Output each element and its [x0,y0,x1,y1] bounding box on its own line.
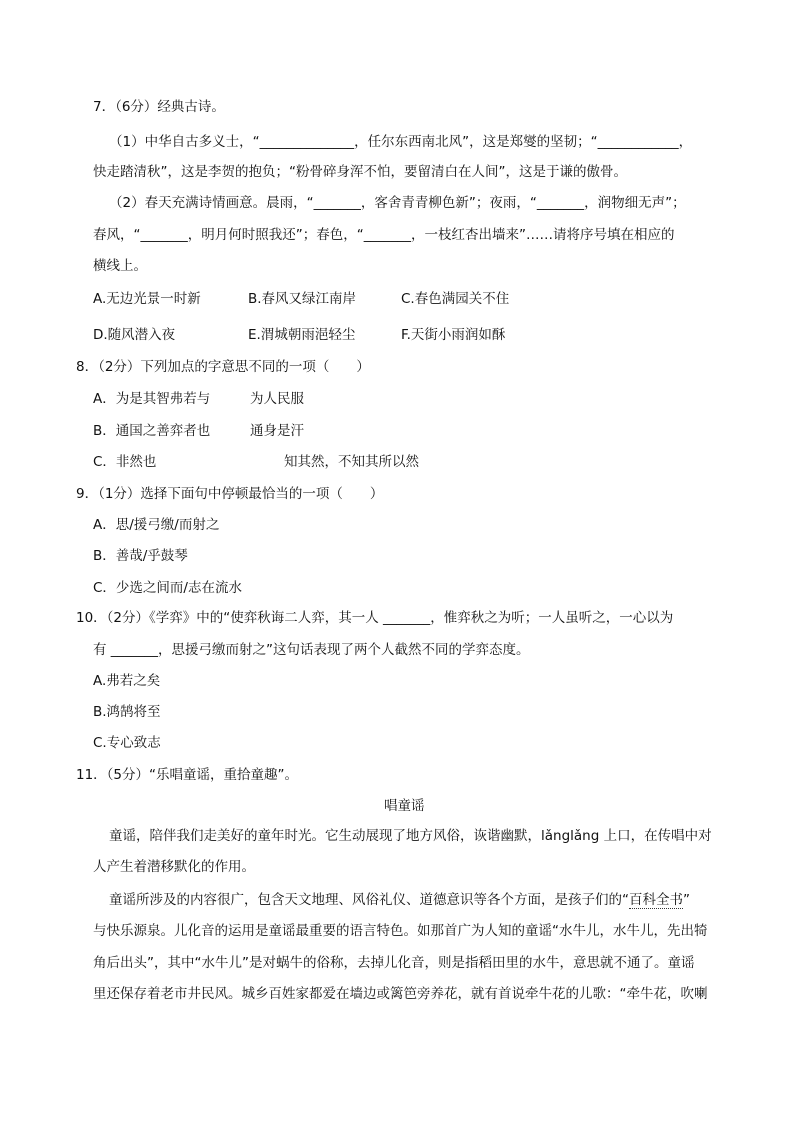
q7-part2-line3: 横线上。 [93,258,147,274]
q7-option-c: C.春色满园关不住 [401,291,510,307]
passage-title: 唱童谣 [384,798,425,814]
q8-header: 8．（2分）下列加点的字意思不同的一项（ ） [76,359,370,375]
q9-header: 9．（1分）选择下面句中停顿最恰当的一项（ ） [76,486,384,502]
q7-header: 7．（6分）经典古诗。 [93,99,225,115]
q7-part1-line1: （1）中华自古多义士，“______________，任尔东西南北风”，这是郑燮的坚韧；“____________， [109,134,693,150]
q10-option-b: B.鸿鹄将至 [93,704,161,720]
dotted-term: 百科全书 [629,892,683,908]
q7-option-b: B.春风又绿江南岸 [248,291,357,307]
passage-p1-line1: 童谣，陪伴我们走美好的童年时光。它生动展现了地方风俗，诙谐幽默，lǎnglǎng 上口，在传唱中对 [109,828,712,844]
q7-option-f: F.天街小雨润如酥 [401,327,506,343]
q10-line2: 有 _______，思援弓缴而射之”这句话表现了两个人截然不同的学弈态度。 [93,642,530,658]
q7-part2-line1: （2）春天充满诗情画意。晨雨，“_______，客舍青青柳色新”；夜雨，“_______，润物细无声”； [109,195,686,211]
q7-option-d: D.随风潜入夜 [93,327,176,343]
q8-option-b-left: B．通国之善弈者也 [93,423,211,439]
q8-option-a-left: A．为是其智弗若与 [93,391,211,407]
q9-option-a: A．思/援弓缴/而射之 [93,517,220,533]
passage-p2-line2: 与快乐源泉。儿化音的运用是童谣最重要的语言特色。如那首广为人知的童谣“水牛儿，水牛儿，先出犄 [93,923,708,939]
q10-line1: 10．（2分）《学弈》中的“使弈秋诲二人弈，其一人 _______，惟弈秋之为听；一人虽听之，一心以为 [76,610,674,626]
q9-option-c: C．少选之间而/志在流水 [93,580,242,596]
q7-option-e: E.渭城朝雨浥轻尘 [248,327,356,343]
q8-option-c-left: C．非然也 [93,454,157,470]
q11-header: 11．（5分）“乐唱童谣，重拾童趣”。 [76,767,299,783]
q8-option-b-right: 通身是汗 [250,423,304,439]
q9-option-b: B．善哉/乎鼓琴 [93,548,188,564]
q10-option-a: A.弗若之矣 [93,673,161,689]
passage-p2-line3: 角后出头”，其中“水牛儿”是对蜗牛的俗称，去掉儿化音，则是指稻田里的水牛，意思就不通了。童谣 [93,955,695,971]
q8-option-a-right: 为人民服 [250,391,304,407]
passage-p1-line2: 人产生着潜移默化的作用。 [93,859,255,875]
passage-p2-line1-text: 童谣所涉及的内容很广，包含天文地理、风俗礼仪、道德意识等各个方面，是孩子们的“ [109,892,629,908]
passage-p2-line4: 里还保存着老市井民风。城乡百姓家都爱在墙边或篱笆旁养花，就有首说牵牛花的儿歌：“牵牛花，吹喇 [93,986,708,1002]
passage-p2-line1-end: ” [683,892,690,908]
q7-part1-line2: 快走踏清秋”，这是李贺的抱负；“粉骨碎身浑不怕，要留清白在人间”，这是于谦的傲骨。 [93,164,627,180]
q7-part2-line2: 春风，“_______，明月何时照我还”；春色，“_______，一枝红杏出墙来”……请将序号填在相应的 [93,227,675,243]
q8-option-c-right: 知其然，不知其所以然 [284,454,419,470]
q7-option-a: A.无边光景一时新 [93,291,201,307]
passage-p2-line1 [109,890,690,910]
q10-option-c: C.专心致志 [93,735,161,751]
